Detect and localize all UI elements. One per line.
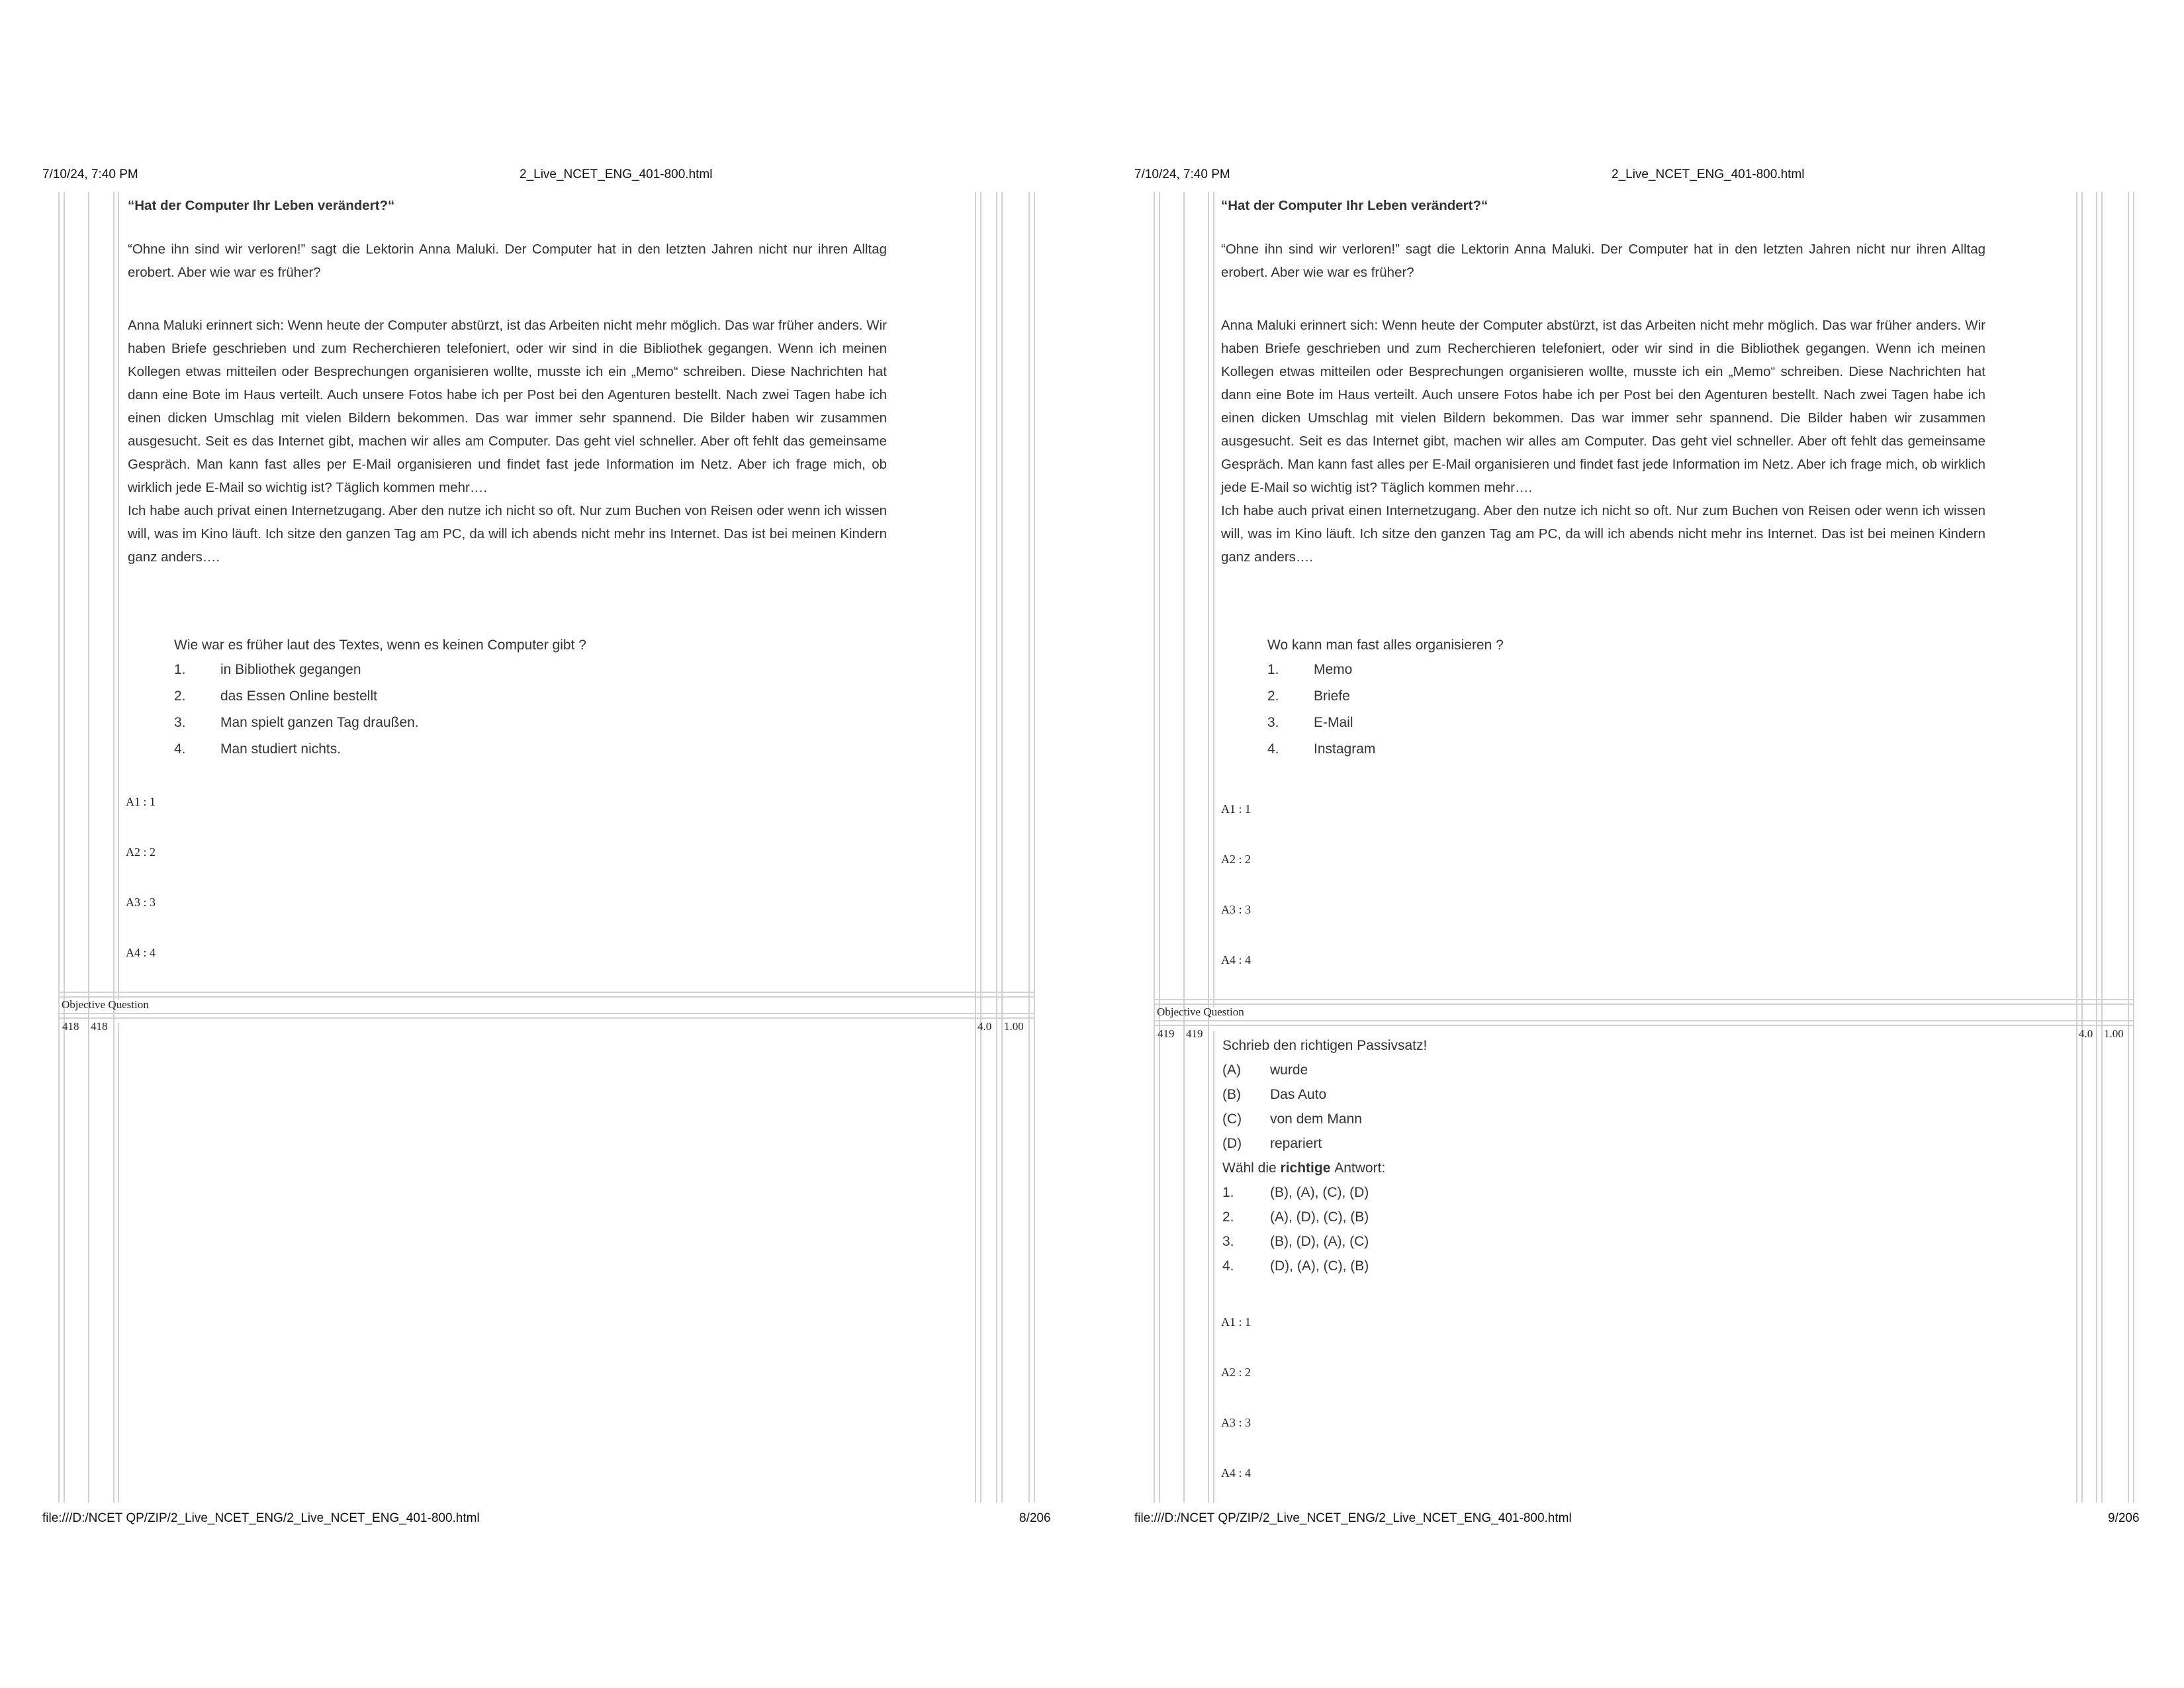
page-9 xyxy=(1092,0,2184,1688)
marks: 4.0 xyxy=(978,1020,992,1033)
answer-keys xyxy=(126,795,156,996)
option-item: 1. Memo xyxy=(1267,662,1353,677)
options-list xyxy=(1267,662,1375,768)
options-list xyxy=(174,662,419,768)
answer-key: A2 : 2 xyxy=(1221,853,1251,866)
next-question-prompt: Schrieb den richtigen Passivsatz! xyxy=(1222,1038,1428,1053)
passage-body-continued: Ich habe auch privat einen Internetzugang. Aber den nutze ich nicht so oft. Nur zum Buchen von Reisen oder wenn ich wissen will, was im Kino läuft. Ich sitze den ganzen Tag am PC, da will ich abends nicht mehr ins Internet. Das ist bei meinen Kindern ganz anders…. xyxy=(1221,503,1985,565)
option-item: 3. Man spielt ganzen Tag draußen. xyxy=(174,715,419,730)
answer-key: A2 : 2 xyxy=(126,845,156,859)
table-border xyxy=(1159,192,1160,1503)
reading-passage xyxy=(1221,194,1985,569)
sentence-part: (D) repariert xyxy=(1222,1136,1322,1151)
header-datetime: 7/10/24, 7:40 PM xyxy=(42,167,138,181)
page-number: 9/206 xyxy=(2108,1511,2140,1525)
option-item: 4. Man studiert nichts. xyxy=(174,741,341,757)
table-border xyxy=(1183,192,1185,1503)
sentence-part: (C) von dem Mann xyxy=(1222,1111,1362,1127)
footer-path: file:///D:/NCET QP/ZIP/2_Live_NCET_ENG/2_Live_NCET_ENG_401-800.html xyxy=(42,1511,480,1525)
table-border xyxy=(2096,192,2097,1503)
table-border xyxy=(58,1017,1035,1019)
table-border xyxy=(58,996,1035,998)
option-item: 2. das Essen Online bestellt xyxy=(174,688,377,704)
table-border xyxy=(1034,192,1035,1503)
passage-intro: “Ohne ihn sind wir verloren!” sagt die Lektorin Anna Maluki. Der Computer hat in den letzten Jahren nicht nur ihren Alltag erobert. Aber wie war es früher? xyxy=(128,242,887,280)
table-border xyxy=(58,1013,1035,1014)
answer-key: A1 : 1 xyxy=(1221,802,1251,816)
option-item: 3. E-Mail xyxy=(1267,715,1353,730)
reading-passage xyxy=(128,194,887,569)
answer-key: A4 : 4 xyxy=(1221,953,1251,966)
table-border xyxy=(2133,192,2134,1503)
passage-body-continued: Ich habe auch privat einen Internetzugang. Aber den nutze ich nicht so oft. Nur zum Buchen von Reisen oder wenn ich wissen will, was im Kino läuft. Ich sitze den ganzen Tag am PC, da will ich abends nicht mehr ins Internet. Das ist bei meinen Kindern ganz anders…. xyxy=(128,503,887,565)
answer-key: A4 : 4 xyxy=(1221,1466,1251,1479)
question-id-b: 419 xyxy=(1186,1027,1203,1040)
table-border xyxy=(1154,999,2134,1000)
answer-key: A3 : 3 xyxy=(1221,1416,1251,1429)
table-border xyxy=(118,1023,119,1503)
table-border xyxy=(996,192,997,1503)
answer-key: A1 : 1 xyxy=(126,795,156,808)
section-label: Objective Question xyxy=(62,998,149,1011)
table-border xyxy=(1213,1031,1214,1503)
table-border xyxy=(64,192,65,1503)
option-item: 1. in Bibliothek gegangen xyxy=(174,662,361,677)
passage-intro: “Ohne ihn sind wir verloren!” sagt die Lektorin Anna Maluki. Der Computer hat in den letzten Jahren nicht nur ihren Alltag erobert. Aber wie war es früher? xyxy=(1221,242,1985,280)
marks: 4.0 xyxy=(2079,1027,2093,1040)
passage-title: “Hat der Computer Ihr Leben verändert?“ xyxy=(128,198,395,213)
answer-key: A3 : 3 xyxy=(126,896,156,909)
answer-key: A4 : 4 xyxy=(126,946,156,959)
answer-keys xyxy=(1221,802,1251,1004)
table-border xyxy=(2128,192,2129,1503)
choose-instruction: Wähl die richtige Antwort: xyxy=(1222,1160,1386,1176)
header-doc-title: 2_Live_NCET_ENG_401-800.html xyxy=(1612,167,1805,181)
section-label: Objective Question xyxy=(1157,1006,1244,1018)
table-border xyxy=(1154,1004,2134,1005)
option-item: 2. (A), (D), (C), (B) xyxy=(1222,1209,1369,1225)
table-border xyxy=(1154,1020,2134,1021)
table-border xyxy=(2081,192,2083,1503)
answer-key: A1 : 1 xyxy=(1221,1315,1251,1329)
question-text: Wie war es früher laut des Textes, wenn es keinen Computer gibt ? xyxy=(174,637,586,653)
table-border xyxy=(1213,192,1214,1008)
table-border xyxy=(118,192,119,1000)
header-doc-title: 2_Live_NCET_ENG_401-800.html xyxy=(520,167,713,181)
question-id-a: 419 xyxy=(1158,1027,1175,1040)
table-border xyxy=(113,192,114,1503)
table-border xyxy=(1154,192,1155,1503)
passage-body: Anna Maluki erinnert sich: Wenn heute der Computer abstürzt, ist das Arbeiten nicht mehr möglich. Das war früher anders. Wir haben Briefe geschrieben und zum Recherchieren telefoniert, oder wir sind in die Bibliothek gegangen. Wenn ich meinen Kollegen etwas mitteilen oder Besprechungen organisieren wollte, musste ich ein „Memo“ schreiben. Diese Nachrichten hat dann eine Bote im Haus verteilt. Auch unsere Fotos habe ich per Post bei den Agenturen bestellt. Nach zwei Tagen habe ich einen dicken Umschlag mit vielen Bildern bekommen. Das war immer sehr spannend. Die Bilder haben wir zusammen ausgesucht. Seit es das Internet gibt, machen wir alles am Computer. Das geht viel schneller. Aber oft fehlt das gemeinsame Gespräch. Man kann fast alles per E-Mail organisieren und findet fast jede Information im Netz. Aber ich frage mich, ob wirklich jede E-Mail so wichtig ist? Täglich kommen mehr…. xyxy=(128,318,887,495)
table-border xyxy=(1154,1025,2134,1026)
table-border xyxy=(88,192,89,1503)
question-text: Wo kann man fast alles organisieren ? xyxy=(1267,637,1504,653)
option-item: 4. Instagram xyxy=(1267,741,1376,757)
sentence-part: (A) wurde xyxy=(1222,1062,1308,1078)
table-border xyxy=(58,192,60,1503)
negative-marks: 1.00 xyxy=(1004,1020,1024,1033)
passage-title: “Hat der Computer Ihr Leben verändert?“ xyxy=(1221,198,1488,213)
table-border xyxy=(1001,192,1003,1503)
table-border xyxy=(980,192,981,1503)
next-question xyxy=(1222,1038,1427,1283)
sentence-part: (B) Das Auto xyxy=(1222,1087,1327,1102)
table-border xyxy=(1028,192,1030,1503)
negative-marks: 1.00 xyxy=(2104,1027,2124,1040)
answer-keys xyxy=(1221,1315,1251,1517)
table-border xyxy=(2076,192,2077,1503)
option-item: 1. (B), (A), (C), (D) xyxy=(1222,1185,1369,1200)
table-border xyxy=(975,192,976,1503)
option-item: 4. (D), (A), (C), (B) xyxy=(1222,1258,1369,1274)
answer-key: A2 : 2 xyxy=(1221,1366,1251,1379)
answer-key: A3 : 3 xyxy=(1221,903,1251,916)
passage-body: Anna Maluki erinnert sich: Wenn heute der Computer abstürzt, ist das Arbeiten nicht mehr möglich. Das war früher anders. Wir haben Briefe geschrieben und zum Recherchieren telefoniert, oder wir sind in die Bibliothek gegangen. Wenn ich meinen Kollegen etwas mitteilen oder Besprechungen organisieren wollte, musste ich ein „Memo“ schreiben. Diese Nachrichten hat dann eine Bote im Haus verteilt. Auch unsere Fotos habe ich per Post bei den Agenturen bestellt. Nach zwei Tagen habe ich einen dicken Umschlag mit vielen Bildern bekommen. Das war immer sehr spannend. Die Bilder haben wir zusammen ausgesucht. Seit es das Internet gibt, machen wir alles am Computer. Das geht viel schneller. Aber oft fehlt das gemeinsame Gespräch. Man kann fast alles per E-Mail organisieren und findet fast jede Information im Netz. Aber ich frage mich, ob wirklich jede E-Mail so wichtig ist? Täglich kommen mehr…. xyxy=(1221,318,1985,495)
question-id-a: 418 xyxy=(62,1020,79,1033)
option-item: 2. Briefe xyxy=(1267,688,1350,704)
header-datetime: 7/10/24, 7:40 PM xyxy=(1134,167,1230,181)
page-number: 8/206 xyxy=(1019,1511,1051,1525)
table-border xyxy=(1208,192,1209,1503)
table-border xyxy=(58,992,1035,993)
table-border xyxy=(2101,192,2103,1503)
option-item: 3. (B), (D), (A), (C) xyxy=(1222,1234,1369,1249)
question-id-b: 418 xyxy=(91,1020,108,1033)
footer-path: file:///D:/NCET QP/ZIP/2_Live_NCET_ENG/2_Live_NCET_ENG_401-800.html xyxy=(1134,1511,1572,1525)
